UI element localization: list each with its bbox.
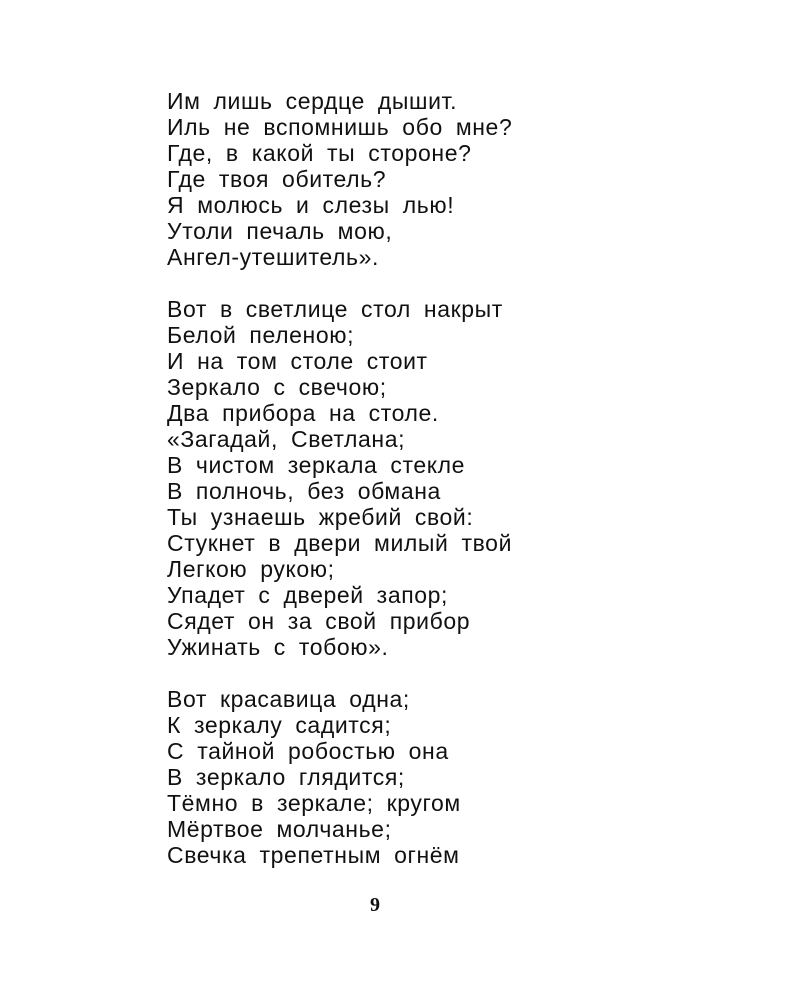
poem-line: Ужинать с тобою». [167,634,389,660]
poem-line: Вот красавица одна; [167,686,410,712]
poem-line: С тайной робостью она [167,738,449,764]
poem-text [167,88,687,894]
poem-line: Сядет он за свой прибор [167,608,471,634]
poem-line: Мёртвое молчанье; [167,816,392,842]
poem-line: Утоли печаль мою, [167,218,393,244]
poem-line: К зеркалу садится; [167,712,392,738]
poem-line: Упадет с дверей запор; [167,582,449,608]
page-number: 9 [370,894,380,916]
poem-line: Легкою рукою; [167,556,335,582]
poem-line: Вот в светлице стол накрыт [167,296,503,322]
stanza-3 [167,686,687,868]
poem-line: Белой пеленою; [167,322,355,348]
poem-line: Зеркало с свечою; [167,374,387,400]
poem-line: Стукнет в двери милый твой [167,530,513,556]
poem-line: Ты узнаешь жребий свой: [167,504,474,530]
stanza-1 [167,88,687,270]
poem-line: Я молюсь и слезы лью! [167,192,455,218]
poem-line: И на том столе стоит [167,348,428,374]
poem-line: Где, в какой ты стороне? [167,140,472,166]
poem-line: В чистом зеркала стекле [167,452,466,478]
poem-line: Им лишь сердце дышит. [167,88,458,114]
poem-line: Где твоя обитель? [167,166,387,192]
poem-line: В полночь, без обмана [167,478,441,504]
poem-line: Ангел-утешитель». [167,244,379,270]
poem-line: В зеркало глядится; [167,764,405,790]
poem-line: Два прибора на столе. [167,400,439,426]
poem-line: Свечка трепетным огнём [167,842,460,868]
stanza-2 [167,296,687,660]
poem-line: Иль не вспомнишь обо мне? [167,114,513,140]
poem-line: «Загадай, Светлана; [167,426,406,452]
poem-line: Тёмно в зеркале; кругом [167,790,461,816]
